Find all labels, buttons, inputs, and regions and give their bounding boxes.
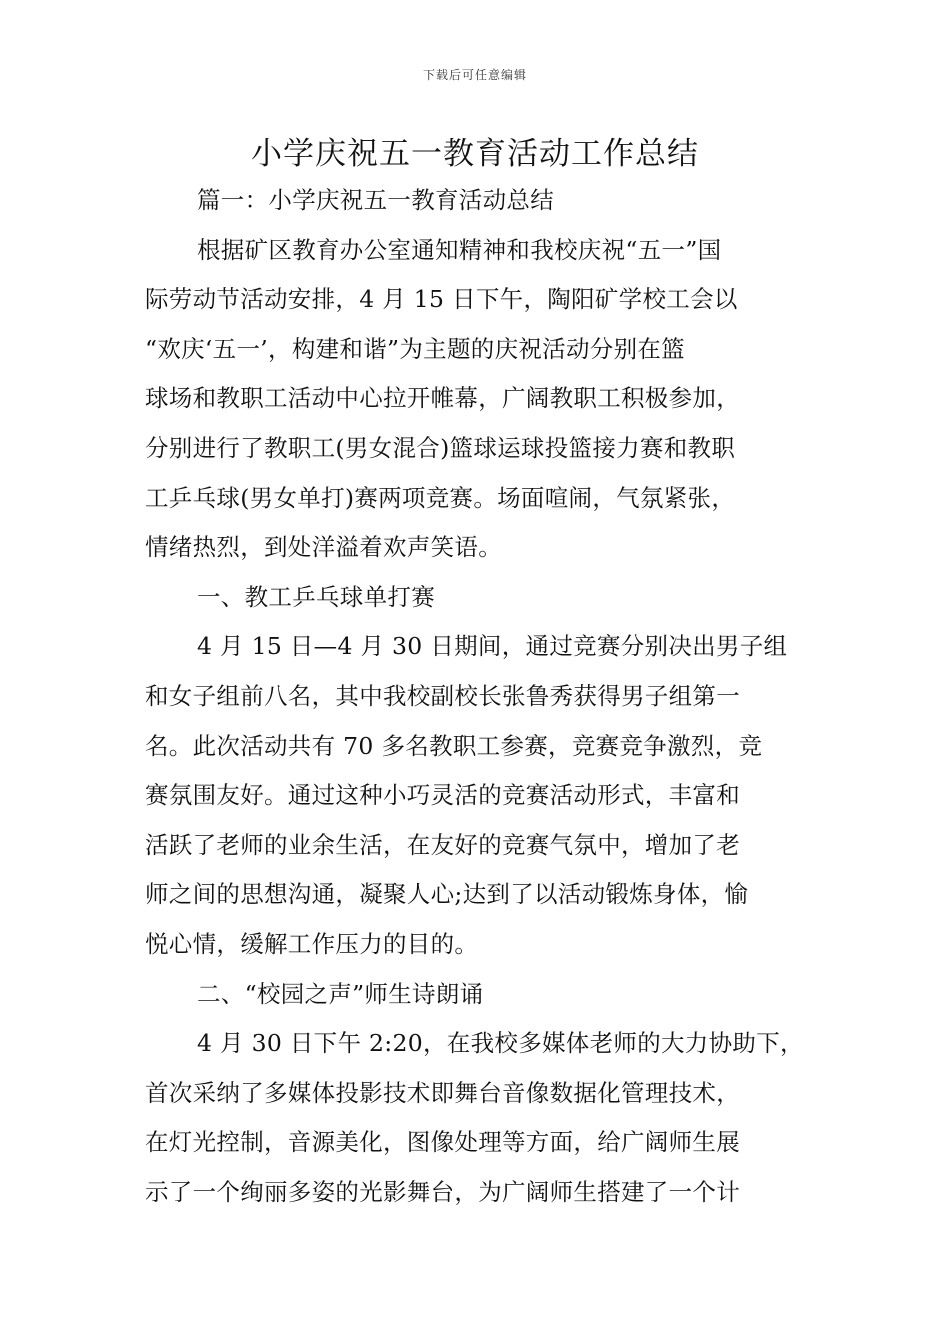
paragraph-line: 和女子组前八名，其中我校副校长张鲁秀获得男子组第一 [145,681,740,710]
document-body [145,176,815,1217]
paragraph-line: 名。此次活动共有 70 多名教职工参赛，竞赛竞争激烈，竞 [145,731,763,760]
paragraph-line: 工乒乓球(男女单打)赛两项竞赛。场面喧闹，气氛紧张， [145,483,736,512]
paragraph-line: 际劳动节活动安排，4 月 15 日下午，陶阳矿学校工会以 [145,285,738,314]
section-heading-table-tennis: 一、教工乒乓球单打赛 [197,582,435,611]
paragraph-line: 师之间的思想沟通，凝聚人心;达到了以活动锻炼身体，愉 [145,880,749,909]
paragraph-line: 4 月 15 日—4 月 30 日期间，通过竞赛分别决出男子组 [197,632,788,661]
paragraph-line: “欢庆‘五一’，构建和谐”为主题的庆祝活动分别在篮 [145,334,685,363]
paragraph-line: 首次采纳了多媒体投影技术即舞台音像数据化管理技术， [145,1078,740,1107]
section-heading-part-one: 篇一：小学庆祝五一教育活动总结 [197,186,554,214]
section-heading-poetry: 二、“校园之声”师生诗朗诵 [197,979,484,1008]
paragraph-line: 示了一个绚丽多姿的光影舞台，为广阔师生搭建了一个计 [145,1177,740,1206]
paragraph-line: 活跃了老师的业余生活，在友好的竞赛气氛中，增加了老 [145,830,740,859]
paragraph-line: 根据矿区教育办公室通知精神和我校庆祝“五一”国 [197,235,722,264]
paragraph-line: 4 月 30 日下午 2:20，在我校多媒体老师的大力协助下， [197,1029,804,1058]
paragraph-line: 分别进行了教职工(男女混合)篮球运球投篮接力赛和教职 [145,433,736,462]
paragraph-line: 赛氛围友好。通过这种小巧灵活的竞赛活动形式，丰富和 [145,781,740,810]
paragraph-line: 悦心情，缓解工作压力的目的。 [145,929,479,958]
paragraph-line: 在灯光控制，音源美化，图像处理等方面，给广阔师生展 [145,1128,740,1157]
paragraph-line: 情绪热烈，到处洋溢着欢声笑语。 [145,533,502,562]
header-note: 下载后可任意编辑 [422,68,527,82]
document-title: 小学庆祝五一教育活动工作总结 [251,136,699,172]
paragraph-line: 球场和教职工活动中心拉开帷幕，广阔教职工积极参加， [145,384,740,413]
